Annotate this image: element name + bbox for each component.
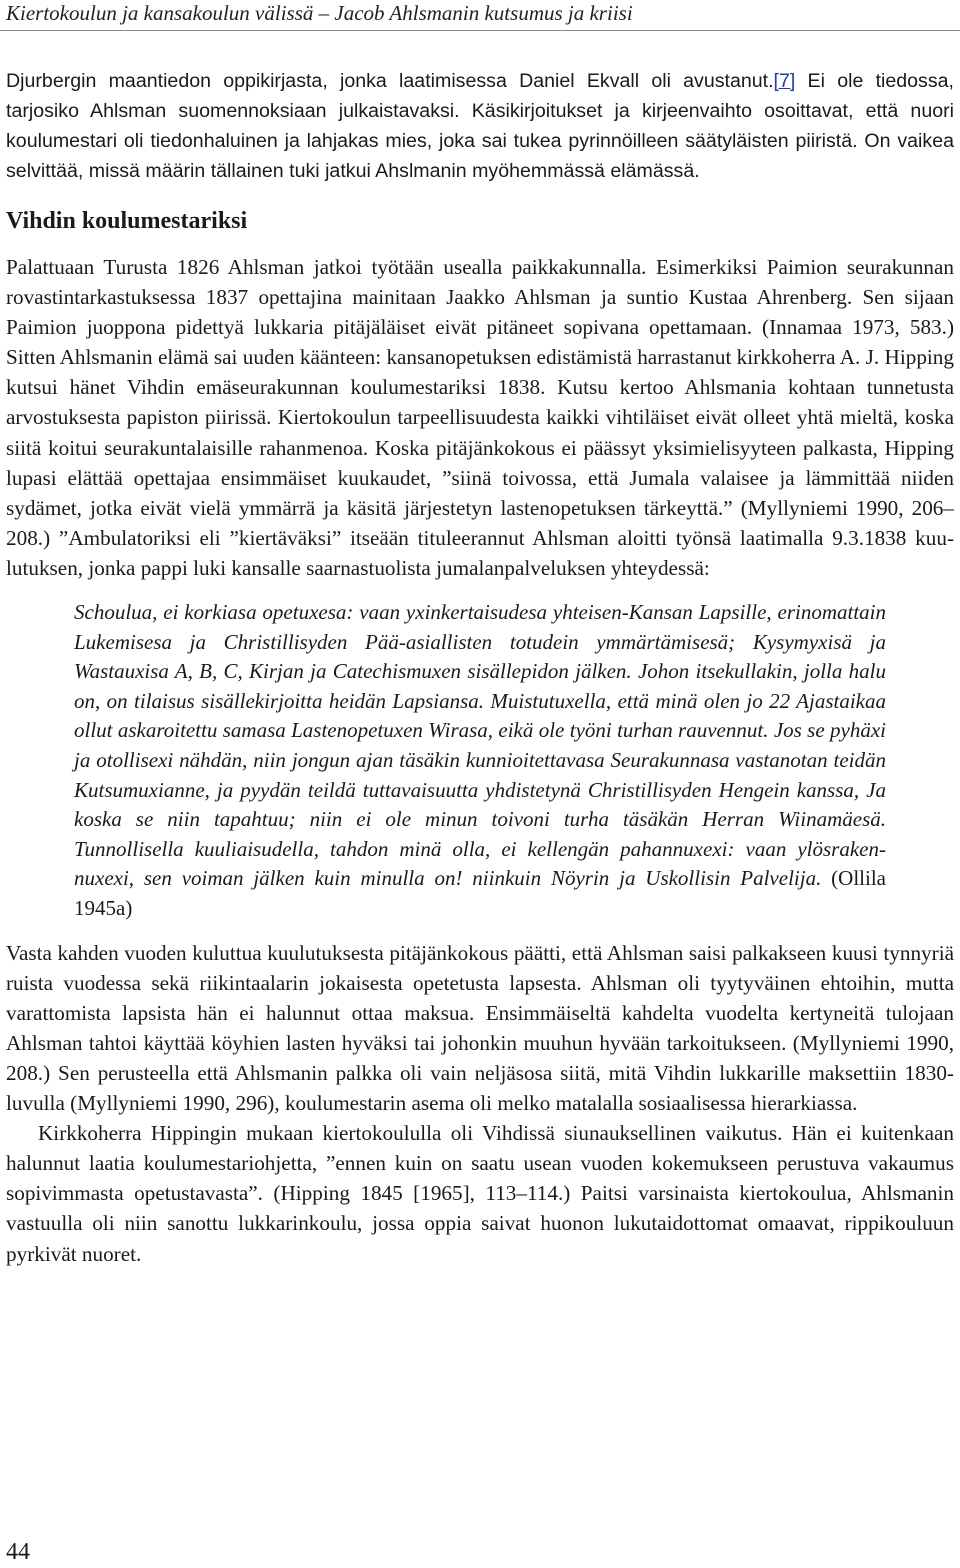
section-heading: Vihdin koulumestariksi xyxy=(6,208,248,234)
intro-text-start: Djurbergin maantiedon oppikirjasta, jonka laatimisessa Daniel Ekvall oli avustanut. xyxy=(6,70,774,92)
page-number: 44 xyxy=(6,1539,30,1565)
quote-citation: (Ollila 1945a) xyxy=(74,866,886,920)
header-rule xyxy=(0,30,960,31)
paragraph-after-quote: Vasta kahden vuoden kuluttua kuulutuksesta pitäjänkokous päätti, että Ahlsman saisi palkakseen kuusi tynnyriä ruista vuodessa sekä riikintaalarin jokaisesta opetetusta lapsesta. Ahlsman oli tyytyväinen ehtoihin, mutta varattomista lapsista hän ei halunnut ottaa maksua. Ensimmäiseltä kahdelta vuodelta kertyneitä tulojaan Ahlsman tahtoi käyttää köyhien lasten hyväksi tai johonkin muuhun hyvään tarkoitukseen. (Myllyniemi 1990, 208.) Sen perusteella että Ahlsmanin palkka oli vain neljäsosa siitä, mitä Vihdin lukkarille maksettiin 1830-luvulla (Myllyniemi 1990, 296), koulumestarin asema oli melko matalalla sosiaalisessa hierarkiassa. xyxy=(6,940,954,1116)
intro-text-end: Ei ole tiedossa, tarjosiko Ahlsman suomennoksiaan julkaistavaksi. Käsikirjoitukset ja kirjeenvaihto osoittavat, että nuori koulumestari oli tiedonhaluinen ja lahjakas mies, joka sai tukea pyrinnöilleen säätyläisten piiristä. On vaikea selvittää, missä määrin tällainen tuki jatkui Ahslmanin myöhemmässä elämässä. xyxy=(6,70,954,182)
block-quote xyxy=(74,598,886,924)
footnote-link[interactable]: [7] xyxy=(773,70,796,92)
quote-text: Schoulua, ei korkiasa opetuxesa: vaan yxinkertaisudesa yhteisen-Kansan Lapsille, erinomattain Lukemisesa ja Christillisyden Pää-asiallisten totudein ymmärtämisesä; Kysymyxisä ja Wastauxisa A, B, C, Kirjan ja Catechismuxen sisällepidon jälken. Johon itsekullakin, jolla halu on, on tilaisus sisällekirjoitta heidän Lapsiansa. Muistutuxella, että minä olen jo 22 Ajastaikaa ollut askaroitettu samasa Lastenopetuxen Wirasa, eikä ole työni turhan rauvennut. Jos se pyhäxi ja otollisexi nähdän, niin jongun ajan täsäkin kunnioitettavasa Seurakunnasa vastanotan teidän Kutsumuxianne, ja pyydän teildä tuttavaisuutta yhdistetynä Christillisyden Hengein kanssa, Ja koska se niin tapahtuu; niin ei ole minun toivoni turha täsäkän Herran Wiinamäesä. Tunnollisella kuuliaisudella, tahdon minä olla, ei kellengän pahannuxexi: vaan ylösrakennuxexi, sen voiman jälken kuin minulla on! niinkuin Nöyrin ja Uskollisin Palvelija. xyxy=(74,600,886,891)
intro-paragraph xyxy=(6,66,954,186)
running-head: Kiertokoulun ja kansakoulun välissä – Jacob Ahlsmanin kutsumus ja kriisi xyxy=(6,1,633,25)
last-paragraph: Kirkkoherra Hippingin mukaan kiertokoululla oli Vihdissä siunauksellinen vaikutus. Hän ei kuitenkaan halunnut laatia koulumestariohjetta, ”ennen kuin on saatu usean vuoden kokemukseen perustuva vakaumus sopivimmasta opetustavasta”. (Hipping 1845 [1965], 113–114.) Paitsi varsinaista kiertokoulua, Ahlsmanin vastuulla oli niin sanottu lukkarinkoulu, jossa oppia saivat huonon lukutaidottomat omaavat, rippikouluun pyrkivät nuoret. xyxy=(6,1121,954,1266)
page-body xyxy=(6,66,954,1269)
main-paragraph: Palattuaan Turusta 1826 Ahlsman jatkoi työtään usealla paikkakunnalla. Esimerkiksi Paimion seurakunnan rovastintarkastuksessa 1837 opettajina mainitaan Jaakko Ahlsman ja suntio Kustaa Ahrenberg. Sen sijaan Paimion juoppona pidettyä lukkaria pitäjäläiset eivät pitäneet sopivana opettamaan. (Innamaa 1973, 583.) Sitten Ahlsmanin elämä sai uuden käänteen: kansanopetuksen edistämistä harrastanut kirkkoherra A. J. Hipping kutsui hänet Vihdin emäseurakunnan koulumestariksi 1838. Kutsu kertoo Ahlsmania kohtaan tunnetusta arvostuksesta papiston piirissä. Kiertokoulun tarpeellisuudesta kaikki vihtiläiset eivät olleet yhtä mieltä, koska siitä koitui seurakuntalaisille rahanmenoa. Koska pitäjänkokous ei päässyt yksimielisyyteen palkasta, Hipping lupasi elättää opettajaa ensimmäiset kuukaudet, ”siinä toivossa, että Jumala valaisee ja lämmittää niiden sydämet, jotka eivät vielä ymmärrä ja käsitä järjestetyn lastenopetuksen tärkeyttä.” (Myllyniemi 1990, 206–208.) ”Ambulatoriksi eli ”kiertäväksi” itseään tituleerannut Ahlsman aloitti työnsä laatimalla 9.3.1838 kuulutuksen, jonka pappi luki kansalle saarnastuolista jumalanpalveluksen yhteydessä: xyxy=(6,255,954,580)
